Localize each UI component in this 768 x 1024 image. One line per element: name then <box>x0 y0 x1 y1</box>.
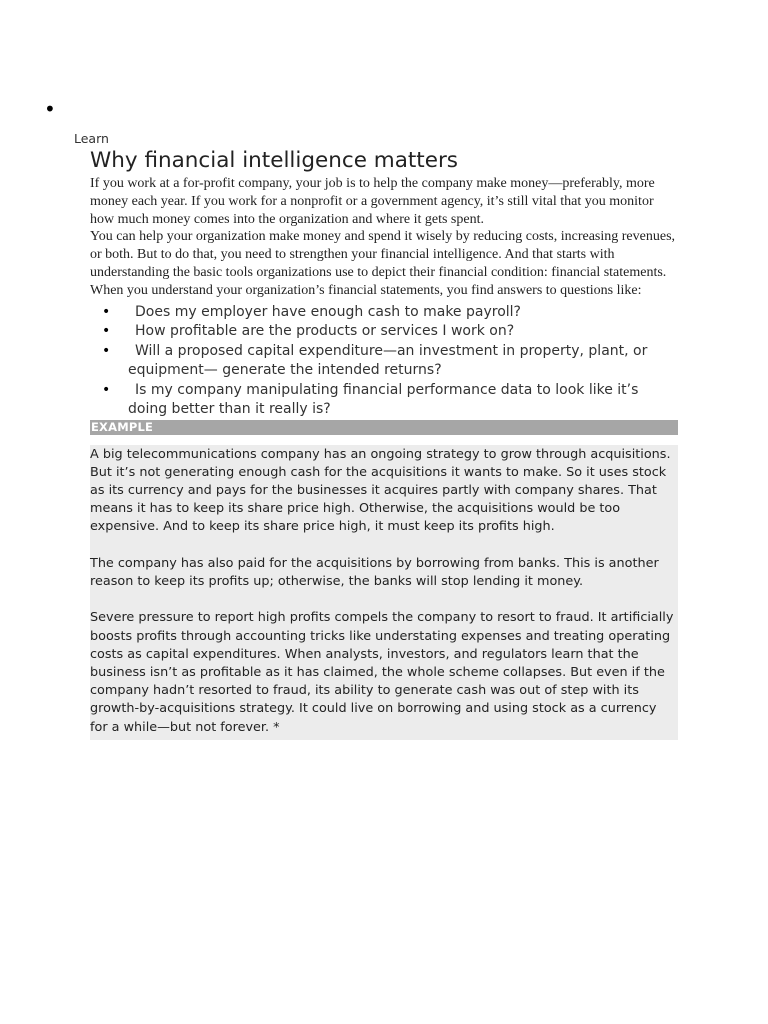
list-item <box>90 342 678 381</box>
example-callout <box>90 445 678 740</box>
intro-paragraph-2: You can help your organization make money and spend it wisely by reducing costs, increasing revenues, or both. But to do that, you need to strengthen your financial intelligence. And that starts with understanding the basic tools organizations use to depict their financial condition: financial statements. <box>90 229 676 280</box>
bullet-icon: • <box>102 323 111 340</box>
example-header-bar: EXAMPLE <box>90 420 678 435</box>
list-item <box>90 322 678 342</box>
intro-paragraph-3: When you understand your organization’s financial statements, you find answers to questions like: <box>90 282 642 298</box>
list-item <box>90 381 678 420</box>
bullet-icon: • <box>102 342 111 359</box>
questions-list <box>90 303 678 420</box>
page-title: Why financial intelligence matters <box>90 148 458 173</box>
bullet-icon: • <box>102 303 111 320</box>
bullet-icon: • <box>102 381 111 398</box>
article-content <box>90 130 678 740</box>
section-eyebrow: Learn <box>74 131 109 146</box>
example-paragraph-2: The company has also paid for the acquisitions by borrowing from banks. This is another reason to keep its profits up; otherwise, the banks will stop lending it money. <box>90 555 659 589</box>
question-text: Does my employer have enough cash to make payroll? <box>135 303 521 320</box>
question-text: Is my company manipulating financial performance data to look like it’s doing better than it really is? <box>128 381 639 418</box>
question-text: How profitable are the products or services I work on? <box>135 323 515 340</box>
example-paragraph-1: A big telecommunications company has an ongoing strategy to grow through acquisitions. But it’s not generating enough cash for the acquisitions it wants to make. So it uses stock as its currency and pays for the businesses it acquires partly with company shares. That means it has to keep its share price high. Otherwise, the acquisitions would be too expensive. And to keep its share price high, it must keep its profits high. <box>90 446 671 535</box>
intro-paragraph-1: If you work at a for-profit company, your job is to help the company make money—preferably, more money each year. If you work for a nonprofit or a government agency, it’s still vital that you monitor how much money comes into the organization and where it gets spent. <box>90 176 655 227</box>
question-text: Will a proposed capital expenditure—an investment in property, plant, or equipment— generate the intended returns? <box>128 342 648 379</box>
list-item <box>90 303 678 323</box>
outer-list-bullet: • <box>44 97 56 121</box>
example-paragraph-3: Severe pressure to report high profits compels the company to resort to fraud. It artificially boosts profits through accounting tricks like understating expenses and treating operating costs as capital expenditures. When analysts, investors, and regulators learn that the business isn’t as profitable as it has claimed, the whole scheme collapses. But even if the company hadn’t resorted to fraud, its ability to generate cash was out of step with its growth-by-acquisitions strategy. It could live on borrowing and using stock as a currency for a while—but not forever. * <box>90 610 674 735</box>
